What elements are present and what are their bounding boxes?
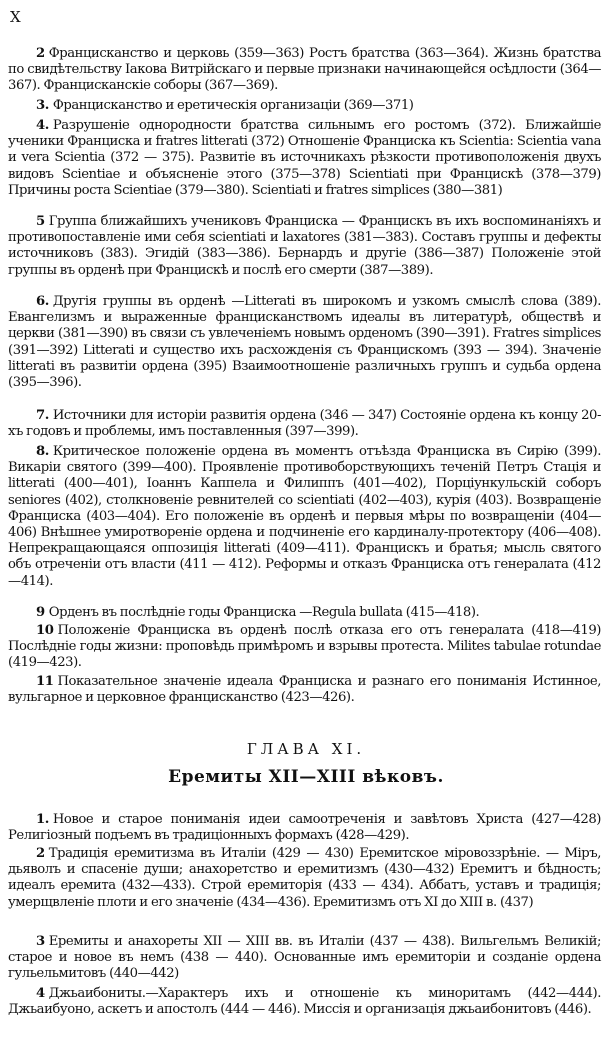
toc-entry [8,98,601,114]
entry-text: Другія группы въ орденѣ —Litterati въ широкомъ и узкомъ смыслѣ слова (389). Евангелизмъ и выраженные францисканствомъ идеалы въ литературѣ, обществѣ и церкви (381—390) въ связи съ увлеченіемъ новымъ орденомъ (390—391). Fratres simplices (391—392) Litterati и существо ихъ расхожденія съ Францискомъ (393 — 394). Значеніе litterati въ развитіи ордена (395) Взаимоотношеніе различныхъ группъ и судьба ордена (395—396). [8,294,601,391]
entry-number: 1. [36,812,49,827]
entry-number: 6. [36,294,49,309]
entry-text: Еремиты и анахореты XII — XIII вв. въ Италіи (437 — 438). Вильгельмъ Великій; старое и новое въ немъ (438 — 440). Основанные имъ еремиторіи и созданіе ордена гульельмитовъ (440—442) [8,934,601,982]
entry-text: Критическое положеніе ордена въ моментъ отъѣзда Франциска въ Сирію (399). Викаріи святого (399—400). Проявленіе противоборствующихъ теченій Петръ Стація и litterati (400—401), Іоаннъ Каппела и Филиппъ (401—402), Порціункульскій соборъ seniores (402), столкновеніе ревнителей со scientiati (402—403), курія (403). Возвращеніе Франциска (403—404). Его положеніе въ орденѣ и первыя мѣры по возвращеніи (404—406) Внѣшнее умиротвореніе ордена и подчиненіе его кардиналу-протектору (406—408). Непрекращающаяся оппозиція litterati (409—411). Францискъ и братья; мысль святого объ отреченіи отъ власти (411 — 412). Реформы и отказъ Франциска отъ генералата (412—414). [8,444,601,589]
toc-entry [8,986,601,1018]
toc-entry [8,934,601,983]
entry-number: 5 [36,214,45,229]
entry-number: 3 [36,934,45,949]
toc-entry [8,118,601,199]
toc-entry [8,623,601,672]
toc-entry [8,214,601,279]
entry-text: Положеніе Франциска въ орденѣ послѣ отказа его отъ генералата (418—419) Послѣдніе годы жизни: проповѣдь примѣромъ и взрывы протеста. Milites tabulae rotundae (419—423). [8,623,601,671]
chapter-title: Еремиты XII—XIII вѣковъ. [168,767,444,787]
chapter-heading: ГЛАВА XI. [246,740,366,758]
entry-text: Показательное значеніе идеала Франциска и разнаго его пониманія Истинное, вульгарное и церковное францисканство (423—426). [8,674,601,706]
toc-entry [8,605,601,621]
toc-entry [8,294,601,391]
toc-entry [8,846,601,911]
entry-text: Источники для исторіи развитія ордена (346 — 347) Состояніе ордена къ концу 20-хъ годовъ и проблемы, имъ поставленныя (397—399). [8,408,601,440]
entry-number: 2 [36,846,45,861]
entry-text: Новое и старое пониманія идеи самоотреченія и завѣтовъ Христа (427—428) Религіозный подъемъ въ традиціонныхъ формахъ (428—429). [8,812,601,844]
entry-text: Францисканство и еретическія организаціи (369—371) [52,98,414,113]
entry-number: 9 [36,605,45,620]
entry-number: 8. [36,444,49,459]
toc-entry [8,444,601,590]
toc-entry [8,812,601,844]
entry-number: 4. [36,118,49,133]
entry-number: 7. [36,408,49,423]
entry-text: Францисканство и церковь (359—363) Ростъ братства (363—364). Жизнь братства по свидѣтельству Іакова Витрійскаго и первые признаки начинающейся осѣдлости (364—367). Францисканскіе соборы (367—369). [8,46,601,94]
entry-text: Традиція еремитизма въ Италіи (429 — 430) Еремитское міровоззрѣніе. — Міръ, дьяволъ и спасеніе души; анахоретство и еремитизмъ (430—432) Еремитъ и бѣдность; идеалъ еремита (432—433). Строй еремиторія (433 — 434). Аббатъ, уставъ и традиція; умерщвленіе плоти и его значеніе (434—436). Еремитизмъ отъ XI до XIII в. (437) [8,846,601,910]
entry-text: Разрушеніе однородности братства сильнымъ его ростомъ (372). Ближайшіе ученики Франциска и fratres litterati (372) Отношеніе Франциска къ Scientia: Scientia vana и vera Scientia (372 — 375). Развитіе въ источникахъ рѣзкости противоположенія двухъ видовъ Scientiae и объясненіе этого (375—378) Scientiati при Францискѣ (378—379) Причины роста Scientiae (379—380). Scientiati и fratres simplices (380—381) [8,118,601,198]
toc-entry [8,674,601,706]
entry-number: 10 [36,623,54,638]
toc-entry [8,408,601,440]
entry-number: 3. [36,98,49,113]
page-folio: X [10,8,22,26]
entry-text: Джьаибониты.—Характеръ ихъ и отношеніе къ миноритамъ (442—444). Джьаибуоно, аскетъ и апостолъ (444 — 446). Миссія и организація джьаибонитовъ (446). [8,986,601,1018]
entry-number: 2 [36,46,45,61]
entry-number: 4 [36,986,45,1001]
entry-text: Группа ближайшихъ учениковъ Франциска — Францискъ въ ихъ воспоминаніяхъ и противопоставленіе ими себя scientiati и laxatores (381—383). Составъ группы и дефекты источниковъ (383). Эгидій (383—386). Бернардъ и другіе (386—387) Положеніе этой группы въ орденѣ при Францискѣ и послѣ его смерти (387—389). [8,214,601,278]
toc-entry [8,46,601,95]
entry-number: 11 [36,674,54,689]
entry-text: Орденъ въ послѣдніе годы Франциска —Regula bullata (415—418). [48,605,480,620]
